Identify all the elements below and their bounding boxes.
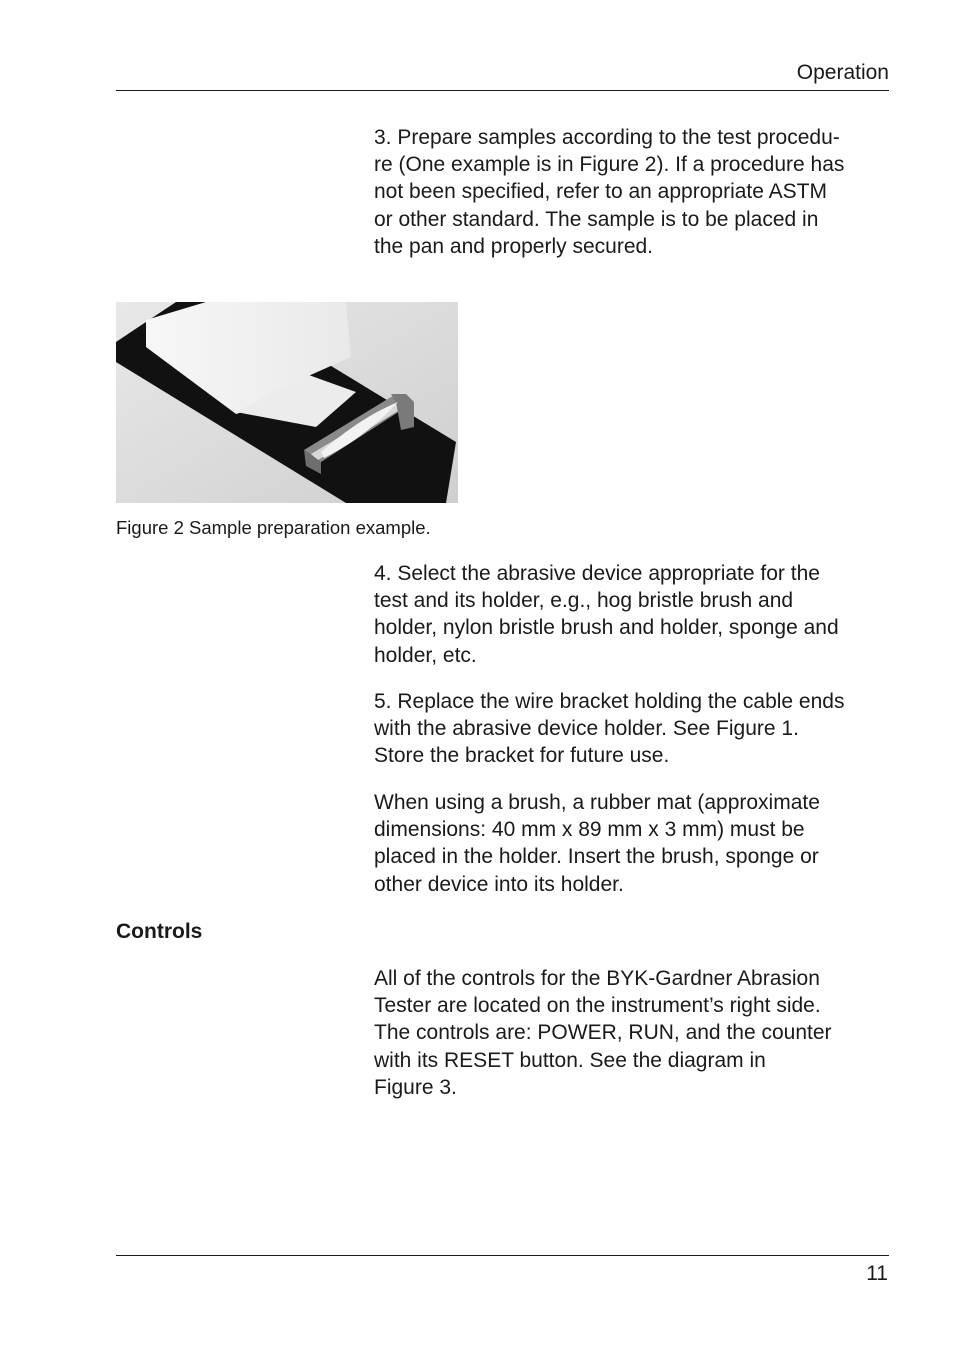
sample-preparation-photo [116, 302, 458, 503]
figure-caption: Figure 2 Sample preparation example. [116, 517, 431, 538]
step-3-paragraph: 3. Prepare samples according to the test procedu- re (One example is in Figure 2). If a procedure has not been specified, refer to an appropriate ASTM or other standard. The sample is to be placed in the pan and properly secured. [374, 126, 845, 258]
header-rule [116, 90, 889, 91]
footer-rule [116, 1255, 889, 1256]
page-number: 11 [866, 1262, 888, 1285]
step-4-paragraph: 4. Select the abrasive device appropriate for the test and its holder, e.g., hog bristle brush and holder, nylon bristle brush and holder, sponge and holder, etc. [374, 562, 839, 667]
controls-paragraph: All of the controls for the BYK-Gardner Abrasion Tester are located on the instrument’s right side. The controls are: POWER, RUN, and the counter with its RESET button. See the diagram in Figure 3. [374, 967, 832, 1099]
brush-note-paragraph: When using a brush, a rubber mat (approximate dimensions: 40 mm x 89 mm x 3 mm) must be placed in the holder. Insert the brush, sponge or other device into its holder. [374, 791, 820, 896]
running-header: Operation [796, 61, 889, 84]
controls-heading: Controls [116, 920, 203, 943]
step-5-paragraph: 5. Replace the wire bracket holding the cable ends with the abrasive device holder. See Figure 1. Store the bracket for future use. [374, 690, 845, 768]
